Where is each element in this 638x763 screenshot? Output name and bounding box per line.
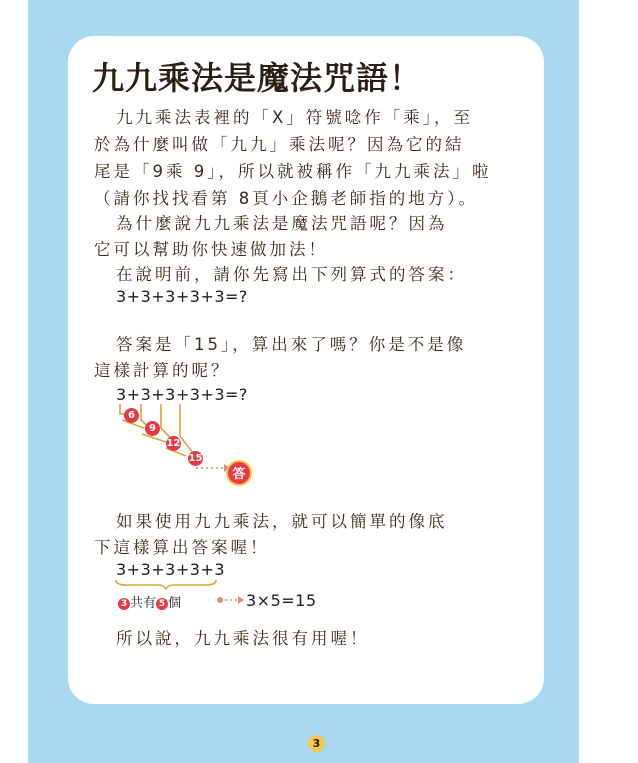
paragraph-line: 如果使用九九乘法，就可以簡單的像底 (116, 512, 448, 531)
multiplication-result: 3×5=15 (246, 591, 317, 610)
paragraph-line: 下這樣算出答案喔！ (94, 538, 270, 557)
step-badge: 12 (166, 438, 181, 449)
underbrace (114, 578, 218, 590)
answer-badge: 答 (226, 460, 252, 486)
count-badge: 3 (118, 598, 130, 610)
paragraph-line: 這樣計算的呢？ (94, 361, 231, 380)
count-text: 個 (168, 596, 182, 611)
expression-question: 3+3+3+3+3=? (116, 287, 248, 306)
step-badge: 15 (188, 453, 203, 464)
paragraph-line: 尾是「9乘 9」，所以就被稱作「九九乘法」啦 (94, 162, 492, 181)
paragraph-line: （請你找找看第 8頁小企鵝老師指的地方）。 (94, 189, 478, 208)
count-note (118, 592, 181, 611)
paragraph-line: 於為什麼叫做「九九」乘法呢？因為它的結 (94, 135, 465, 154)
count-text: 共有 (130, 596, 157, 611)
step-badge: 6 (124, 408, 139, 423)
paragraph-line: 為什麼說九九乘法是魔法咒語呢？因為 (116, 214, 448, 233)
expression-stepwise: 3+3+3+3+3=? (116, 385, 248, 404)
expression-sum: 3+3+3+3+3 (116, 560, 226, 579)
step-badge: 9 (145, 421, 160, 436)
paragraph-line: 在說明前，請你先寫出下列算式的答案： (116, 265, 467, 284)
count-badge: 5 (156, 598, 168, 610)
paragraph-line: 答案是「15」，算出來了嗎？你是不是像 (116, 335, 467, 354)
page-title: 九九乘法是魔法咒語！ (92, 59, 423, 97)
closing-line: 所以說，九九乘法很有用喔！ (116, 629, 370, 648)
paragraph-line: 九九乘法表裡的「X」符號唸作「乘」，至 (116, 108, 474, 127)
dotted-arrow (216, 594, 246, 606)
page-number: 3 (308, 735, 325, 752)
paragraph-line: 它可以幫助你快速做加法！ (94, 240, 328, 259)
